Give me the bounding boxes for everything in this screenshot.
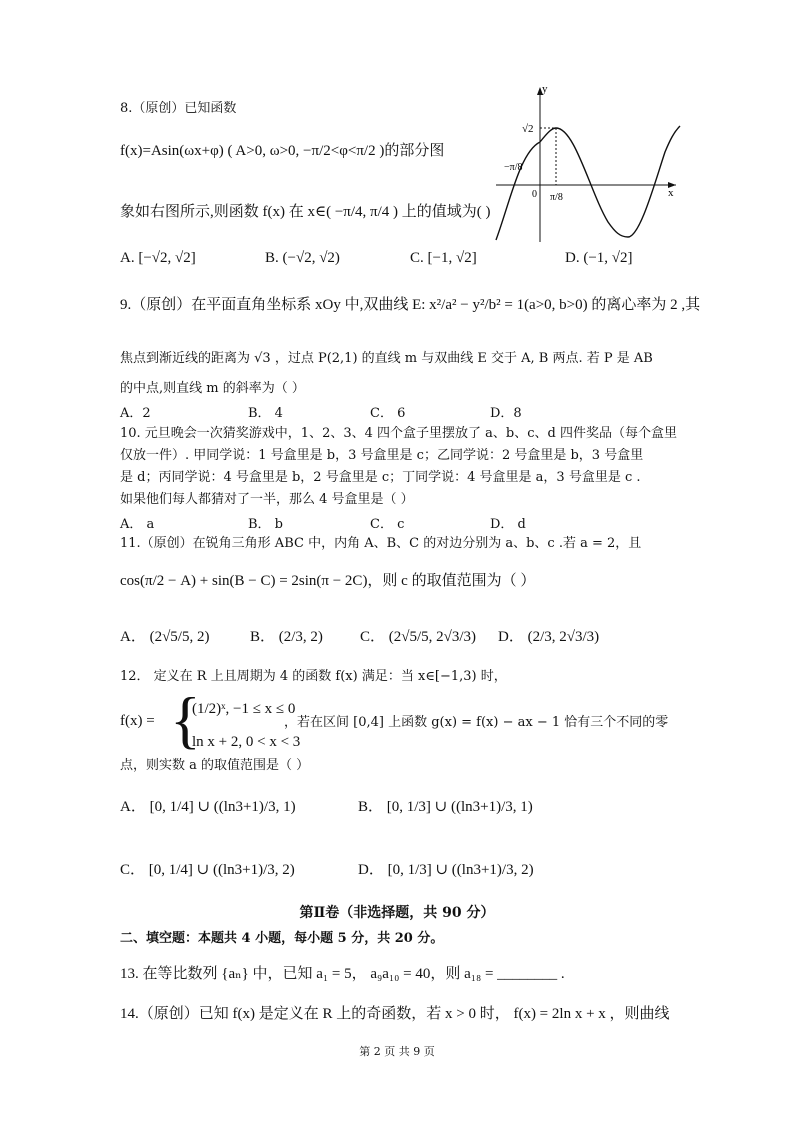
q10-option-a: A． a xyxy=(120,517,155,532)
sine-curve xyxy=(496,126,680,240)
q10-line2: 仅放一件）. 甲同学说：1 号盒里是 b，3 号盒里是 c；乙同学说：2 号盒里是 b，3 号盒里 xyxy=(120,448,644,463)
page-footer: 第 2 页 共 9 页 xyxy=(359,1045,435,1058)
x-label: x xyxy=(668,187,674,199)
q11-option-c: C． (2√5/5, 2√3/3) xyxy=(360,629,477,645)
q9-line2: 焦点到渐近线的距离为 √3 ，过点 P(2,1) 的直线 m 与双曲线 E 交于 A, B 两点. 若 P 是 AB xyxy=(120,351,653,366)
q9-option-d: D．8 xyxy=(490,406,522,421)
q12-option-a: A． [0, 1/4] ∪ ((ln3+1)/3, 1) xyxy=(120,799,296,815)
q8-option-c: C. [−1, √2] xyxy=(410,250,477,266)
q11-line2: cos(π/2 − A) + sin(B − C) = 2sin(π − 2C)，则 c 的取值范围为（ ） xyxy=(120,573,536,589)
q9-option-c: C． 6 xyxy=(370,406,406,421)
q11-option-d: D． (2/3, 2√3/3) xyxy=(498,629,600,645)
q13-text: 13. 在等比数列 {aₙ} 中，已知 a₁ = 5， a₉a₁₀ = 40，则 a₁₈ = ________ . xyxy=(120,966,565,982)
q10-line1: 10. 元旦晚会一次猜奖游戏中，1、2、3、4 四个盒子里摆放了 a、b、c、d 四件奖品（每个盒里 xyxy=(120,426,677,441)
q9-line1: 9.（原创）在平面直角坐标系 xOy 中,双曲线 E: x²/a² − y²/b² = 1(a>0, b>0) 的离心率为 2 ,其 xyxy=(120,297,701,313)
q8-line1: 8.（原创）已知函数 xyxy=(120,101,237,116)
q12-line2-tail: ，若在区间 [0,4] 上函数 g(x) = f(x) − ax − 1 恰有三个不同的零 xyxy=(284,715,669,730)
left-tick-label: −π/8 xyxy=(504,162,523,173)
q12-brace: { xyxy=(170,684,201,755)
q12-case1: (1/2)ˣ, −1 ≤ x ≤ 0 xyxy=(192,701,296,717)
q12-line3: 点，则实数 a 的取值范围是（ ） xyxy=(120,758,310,773)
q8-option-a: A. [−√2, √2] xyxy=(120,250,196,266)
q10-line4: 如果他们每人都猜对了一半，那么 4 号盒里是（ ） xyxy=(120,492,414,507)
q11-option-b: B． (2/3, 2) xyxy=(250,629,323,645)
q10-line3: 是 d；丙同学说：4 号盒里是 b，2 号盒里是 c；丁同学说：4 号盒里是 a，3 号盒里是 c . xyxy=(120,470,641,485)
q11-line1: 11.（原创）在锐角三角形 ABC 中，内角 A、B、C 的对边分别为 a、b、c .若 a = 2，且 xyxy=(120,536,642,551)
q9-option-b: B． 4 xyxy=(248,406,283,421)
q8-option-d: D. (−1, √2] xyxy=(565,250,633,266)
q10-option-b: B． b xyxy=(248,517,284,532)
q11-option-a: A． (2√5/5, 2) xyxy=(120,629,210,645)
y-label: y xyxy=(542,83,548,95)
q12-option-d: D． [0, 1/3] ∪ ((ln3+1)/3, 2) xyxy=(358,862,534,878)
q12-fx: f(x) = xyxy=(120,713,155,729)
peak-label: √2 xyxy=(522,123,534,135)
right-tick-label: π/8 xyxy=(550,192,563,203)
q14-text: 14.（原创）已知 f(x) 是定义在 R 上的奇函数，若 x > 0 时， f(x) = 2ln x + x ，则曲线 xyxy=(120,1006,670,1022)
q12-option-c: C． [0, 1/4] ∪ ((ln3+1)/3, 2) xyxy=(120,862,295,878)
section2-title: 第Ⅱ卷（非选择题，共 90 分） xyxy=(299,905,495,921)
q12-line1: 12． 定义在 R 上且周期为 4 的函数 f(x) 满足：当 x∈[−1,3) 时， xyxy=(120,669,507,684)
sine-graph xyxy=(490,82,690,247)
q8-option-b: B. (−√2, √2) xyxy=(265,250,340,266)
section2-heading: 二、填空题：本题共 4 小题，每小题 5 分，共 20 分。 xyxy=(120,931,444,946)
q9-option-a: A．2 xyxy=(120,406,151,421)
q9-line3: 的中点,则直线 m 的斜率为（ ） xyxy=(120,381,305,396)
q12-option-b: B． [0, 1/3] ∪ ((ln3+1)/3, 1) xyxy=(358,799,533,815)
q8-line2: f(x)=Asin(ωx+φ) ( A>0, ω>0, −π/2<φ<π/2 )的部分图 xyxy=(120,143,445,159)
q12-case2: ln x + 2, 0 < x < 3 xyxy=(192,734,301,750)
q10-option-d: D． d xyxy=(490,517,526,532)
origin-label: 0 xyxy=(532,189,537,200)
q10-option-c: C． c xyxy=(370,517,405,532)
q8-line3: 象如右图所示,则函数 f(x) 在 x∈( −π/4, π/4 ) 上的值域为( ) xyxy=(120,204,491,220)
